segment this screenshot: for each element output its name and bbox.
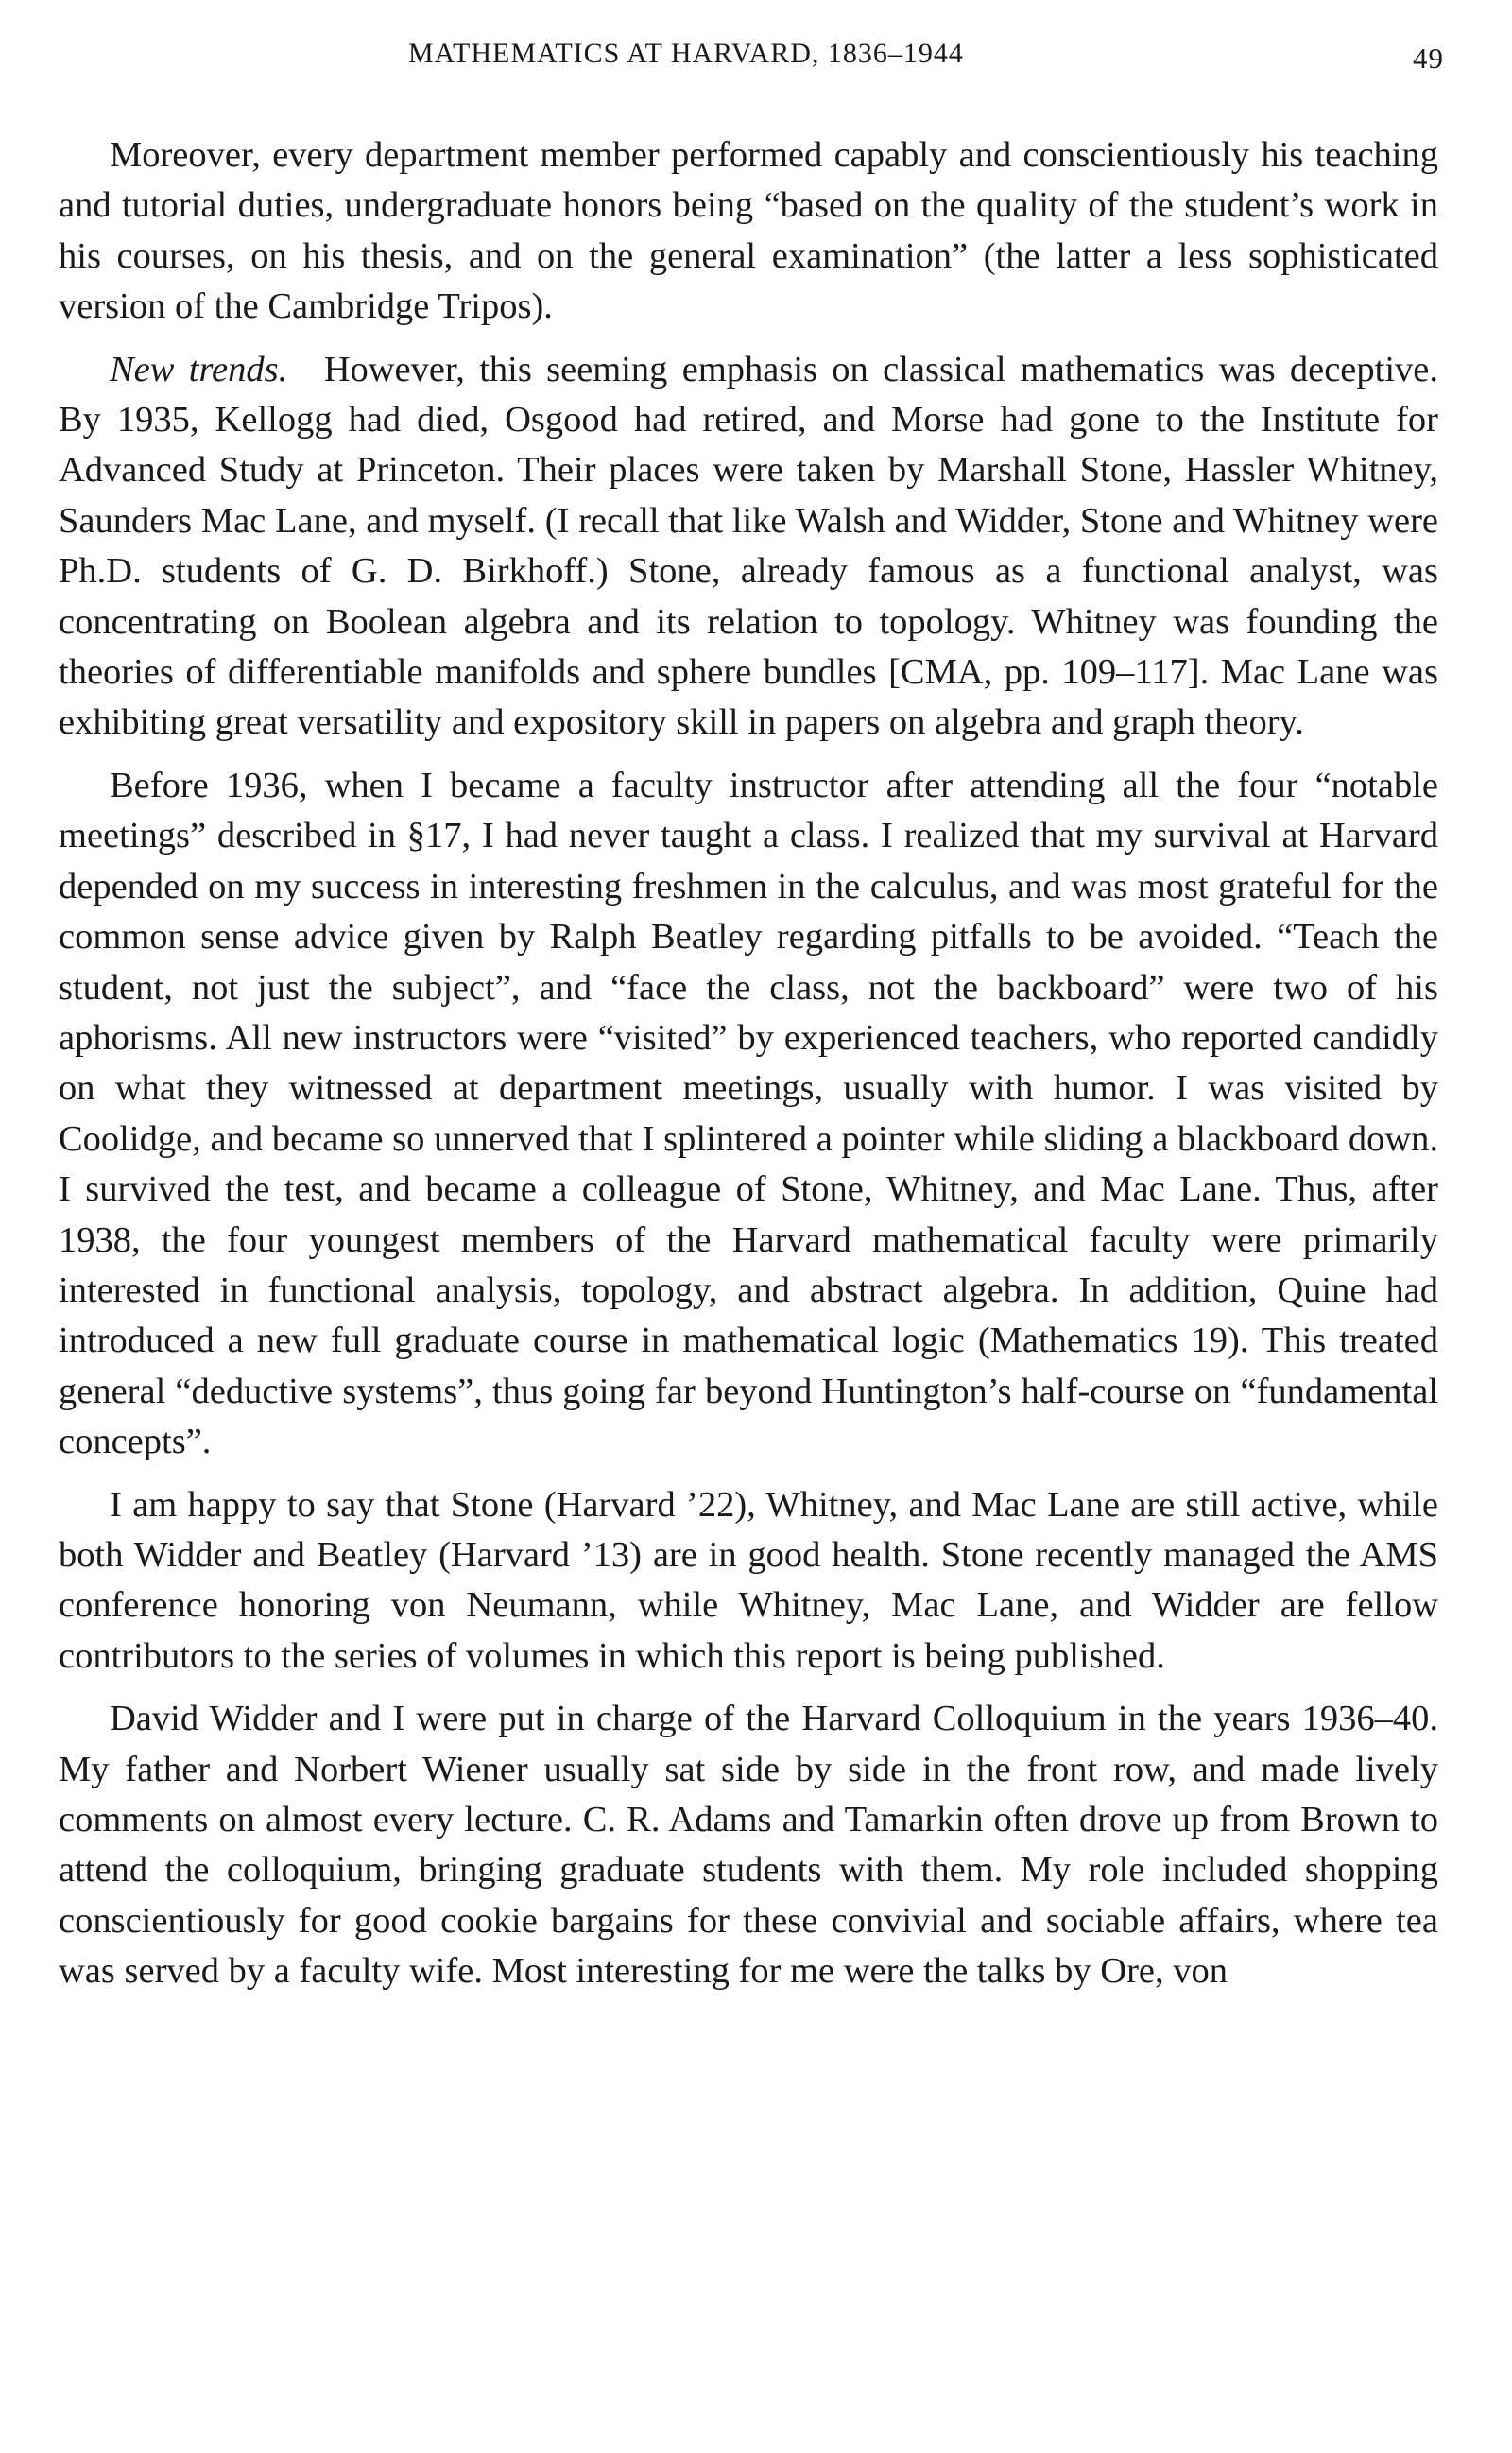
paragraph-happy-to-say: [59, 1480, 1438, 1683]
paragraph-text: Before 1936, when I became a faculty instructor after attending all the four “notable meetings” described in §17, I had never taught a class. I realized that my survival at Harvard depended on my success in interesting freshmen in the calculus, and was most grateful for the common sense advice given by Ralph Beatley regarding pitfalls to be avoided. “Teach the student, not just the subject”, and “face the class, not the backboard” were two of his aphorisms. All new instructors were “visited” by experienced teachers, who reported candidly on what they witnessed at department meetings, usually with humor. I was visited by Coolidge, and became so unnerved that I splintered a pointer while sliding a blackboard down. I survived the test, and became a colleague of Stone, Whitney, and Mac Lane. Thus, after 1938, the four youngest members of the Harvard mathematical faculty were primarily interested in functional analysis, topology, and abstract algebra. In addition, Quine had introduced a new full graduate course in mathematical logic (Mathematics 19). This treated general “deductive systems”, thus going far beyond Huntington’s half-course on “fundamental concepts”.: [59, 765, 1438, 1462]
body-text: [59, 130, 1438, 1997]
running-head: [59, 28, 1444, 85]
paragraph-text: However, this seeming emphasis on classical mathematics was deceptive. By 1935, Kellogg had died, Osgood had retired, and Morse had gone to the Institute for Advanced Study at Princeton. Their places were taken by Marshall Stone, Hassler Whitney, Saunders Mac Lane, and myself. (I recall that like Walsh and Widder, Stone and Whitney were Ph.D. students of G. D. Birkhoff.) Stone, already famous as a functional analyst, was concentrating on Boolean algebra and its relation to topology. Whitney was founding the theories of differentiable manifolds and sphere bundles [CMA, pp. 109–117]. Mac Lane was exhibiting great versatility and expository skill in papers on algebra and graph theory.: [59, 349, 1438, 743]
book-page: [59, 28, 1444, 2010]
paragraph-text: Moreover, every department member performed capably and conscientiously his teaching and tutorial duties, undergraduate honors being “based on the quality of the student’s work in his courses, on his thesis, and on the general examination” (the latter a less sophisticated version of the Cambridge Tripos).: [59, 135, 1438, 327]
running-title: MATHEMATICS AT HARVARD, 1836–1944: [408, 38, 964, 69]
page-number: 49: [1413, 42, 1444, 75]
paragraph-before-1936: [59, 761, 1438, 1468]
paragraph-text: David Widder and I were put in charge of the Harvard Colloquium in the years 1936–40. My father and Norbert Wiener usually sat side by side in the front row, and made lively comments on almost every lecture. C. R. Adams and Tamarkin often drove up from Brown to attend the colloquium, bringing graduate students with them. My role included shopping conscientiously for good cookie bargains for these convivial and sociable affairs, where tea was served by a faculty wife. Most interesting for me were the talks by Ore, von: [59, 1699, 1438, 1992]
run-in-heading: New trends.: [110, 349, 288, 389]
paragraph-new-trends: [59, 345, 1438, 749]
paragraph-colloquium: [59, 1694, 1438, 1996]
paragraph-text: I am happy to say that Stone (Harvard ’22), Whitney, and Mac Lane are still active, while both Widder and Beatley (Harvard ’13) are in good health. Stone recently managed the AMS conference honoring von Neumann, while Whitney, Mac Lane, and Widder are fellow contributors to the series of volumes in which this report is being published.: [59, 1484, 1438, 1676]
paragraph-moreover: [59, 130, 1438, 333]
